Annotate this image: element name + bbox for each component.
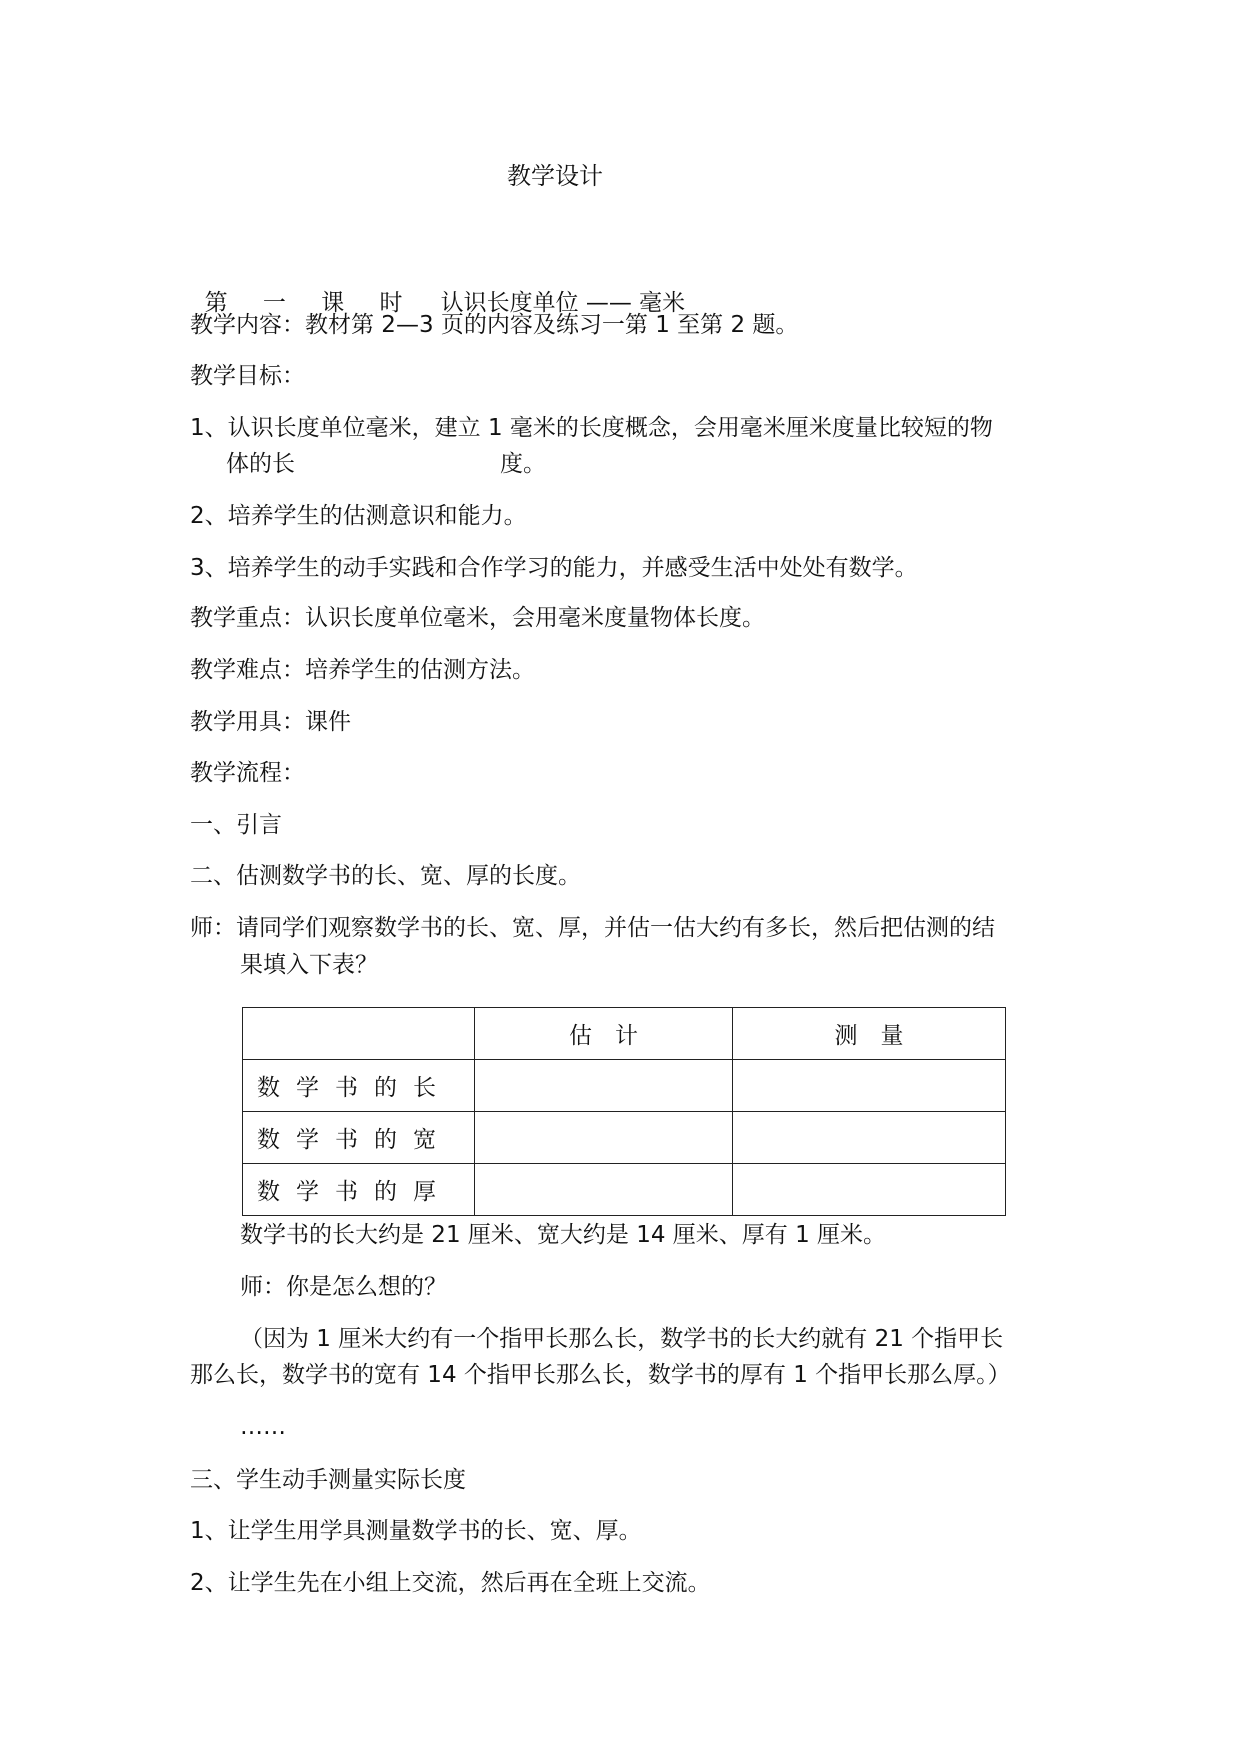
- cell-measure-width: [733, 1112, 1006, 1164]
- row-label-length: 数学书的长: [243, 1060, 475, 1112]
- answer-text: 数学书的长大约是 21 厘米、宽大约是 14 厘米、厚有 1 厘米。: [240, 1222, 887, 1248]
- explanation-line2: 那么长，数学书的宽有 14 个指甲长那么长，数学书的厚有 1 个指甲长那么厚。）: [190, 1362, 1011, 1388]
- cell-estimate-width: [475, 1112, 733, 1164]
- cell-measure-length: [733, 1060, 1006, 1112]
- lesson-period: 第 一 课 时: [204, 290, 417, 316]
- ellipsis: ……: [240, 1414, 286, 1440]
- goal-1-line1: 1、认识长度单位毫米，建立 1 毫米的长度概念，会用毫米厘米度量比较短的物: [190, 415, 993, 441]
- goals-heading: 教学目标：: [190, 363, 305, 389]
- table-row: [243, 1112, 1006, 1164]
- lesson-heading: [190, 258, 685, 318]
- table-header-row: [243, 1008, 1006, 1060]
- row-label-width: 数学书的宽: [243, 1112, 475, 1164]
- explanation-line1: （因为 1 厘米大约有一个指甲长那么长，数学书的长大约就有 21 个指甲长: [240, 1326, 1004, 1352]
- teacher-prompt-line2: 果填入下表？: [240, 952, 378, 978]
- step-3-item-1: 1、让学生用学具测量数学书的长、宽、厚。: [190, 1518, 642, 1544]
- cell-estimate-thickness: [475, 1164, 733, 1216]
- table-header-measure: 测 量: [733, 1008, 1006, 1060]
- lesson-topic: 认识长度单位 —— 毫米: [440, 290, 686, 316]
- step-2: 二、估测数学书的长、宽、厚的长度。: [190, 863, 581, 889]
- cell-estimate-length: [475, 1060, 733, 1112]
- teacher-question: 师：你是怎么想的？: [240, 1274, 447, 1300]
- row-label-thickness: 数学书的厚: [243, 1164, 475, 1216]
- cell-measure-thickness: [733, 1164, 1006, 1216]
- step-3: 三、学生动手测量实际长度: [190, 1467, 466, 1493]
- teaching-tools: 教学用具：课件: [190, 709, 351, 735]
- teaching-content: 教学内容：教材第 2—3 页的内容及练习一第 1 至第 2 题。: [190, 312, 799, 338]
- step-1: 一、引言: [190, 812, 282, 838]
- goal-2: 2、培养学生的估测意识和能力。: [190, 503, 527, 529]
- key-point: 教学重点：认识长度单位毫米，会用毫米度量物体长度。: [190, 605, 765, 631]
- teacher-prompt-line1: 师：请同学们观察数学书的长、宽、厚，并估一估大约有多长，然后把估测的结: [190, 915, 995, 941]
- document-title: 教学设计: [507, 162, 603, 190]
- table-header-empty: [243, 1008, 475, 1060]
- goal-1-line2b: 度。: [500, 451, 546, 477]
- step-3-item-2: 2、让学生先在小组上交流，然后再在全班上交流。: [190, 1570, 711, 1596]
- table-header-estimate: 估 计: [475, 1008, 733, 1060]
- goal-3: 3、培养学生的动手实践和合作学习的能力，并感受生活中处处有数学。: [190, 555, 918, 581]
- table-row: [243, 1164, 1006, 1216]
- table-row: [243, 1060, 1006, 1112]
- difficulty: 教学难点：培养学生的估测方法。: [190, 657, 535, 683]
- process-heading: 教学流程：: [190, 760, 305, 786]
- estimation-table: [242, 1007, 1006, 1216]
- goal-1-line2a: 体的长: [226, 451, 295, 477]
